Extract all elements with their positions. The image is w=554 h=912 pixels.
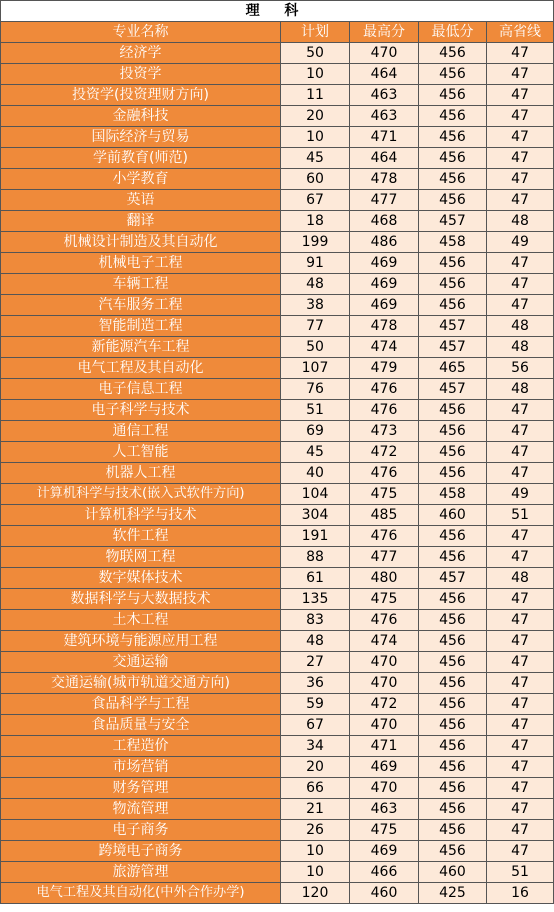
cell-max-score: 470	[350, 673, 419, 694]
cell-min-score: 456	[418, 589, 486, 610]
cell-min-score: 456	[418, 799, 486, 820]
cell-above-line: 47	[486, 190, 553, 211]
cell-min-score: 456	[418, 820, 486, 841]
table-row	[1, 127, 554, 148]
cell-plan: 66	[281, 778, 350, 799]
cell-max-score: 476	[350, 379, 419, 400]
cell-above-line: 47	[486, 106, 553, 127]
cell-major-name: 土木工程	[1, 610, 281, 631]
cell-min-score: 456	[418, 673, 486, 694]
table-row	[1, 862, 554, 883]
cell-min-score: 456	[418, 127, 486, 148]
cell-max-score: 475	[350, 484, 419, 505]
cell-plan: 40	[281, 463, 350, 484]
cell-max-score: 469	[350, 841, 419, 862]
cell-max-score: 472	[350, 442, 419, 463]
cell-min-score: 456	[418, 43, 486, 64]
cell-plan: 50	[281, 337, 350, 358]
cell-major-name: 工程造价	[1, 736, 281, 757]
cell-min-score: 458	[418, 232, 486, 253]
cell-max-score: 476	[350, 400, 419, 421]
cell-above-line: 47	[486, 757, 553, 778]
cell-min-score: 456	[418, 631, 486, 652]
table-row	[1, 148, 554, 169]
cell-plan: 88	[281, 547, 350, 568]
cell-plan: 50	[281, 43, 350, 64]
cell-above-line: 47	[486, 610, 553, 631]
cell-major-name: 电气工程及其自动化(中外合作办学)	[1, 883, 281, 904]
cell-max-score: 474	[350, 337, 419, 358]
cell-major-name: 经济学	[1, 43, 281, 64]
cell-major-name: 数据科学与大数据技术	[1, 589, 281, 610]
cell-max-score: 473	[350, 421, 419, 442]
cell-above-line: 47	[486, 715, 553, 736]
table-row	[1, 253, 554, 274]
cell-max-score: 472	[350, 694, 419, 715]
cell-max-score: 464	[350, 148, 419, 169]
cell-max-score: 463	[350, 799, 419, 820]
cell-min-score: 456	[418, 64, 486, 85]
table-row	[1, 631, 554, 652]
cell-plan: 18	[281, 211, 350, 232]
table-row	[1, 400, 554, 421]
header-major-name: 专业名称	[1, 22, 281, 43]
cell-plan: 10	[281, 127, 350, 148]
table-row	[1, 358, 554, 379]
cell-plan: 45	[281, 442, 350, 463]
cell-max-score: 478	[350, 169, 419, 190]
cell-major-name: 机器人工程	[1, 463, 281, 484]
header-min-score: 最低分	[418, 22, 486, 43]
table-row	[1, 64, 554, 85]
cell-above-line: 47	[486, 820, 553, 841]
cell-plan: 27	[281, 652, 350, 673]
cell-above-line: 16	[486, 883, 553, 904]
table-row	[1, 673, 554, 694]
cell-major-name: 汽车服务工程	[1, 295, 281, 316]
table-row	[1, 442, 554, 463]
cell-above-line: 48	[486, 316, 553, 337]
table-row	[1, 568, 554, 589]
cell-above-line: 51	[486, 862, 553, 883]
cell-major-name: 投资学	[1, 64, 281, 85]
cell-above-line: 48	[486, 379, 553, 400]
cell-major-name: 物流管理	[1, 799, 281, 820]
cell-min-score: 456	[418, 295, 486, 316]
cell-major-name: 小学教育	[1, 169, 281, 190]
cell-min-score: 456	[418, 148, 486, 169]
cell-max-score: 476	[350, 526, 419, 547]
cell-above-line: 47	[486, 778, 553, 799]
cell-plan: 199	[281, 232, 350, 253]
cell-major-name: 交通运输(城市轨道交通方向)	[1, 673, 281, 694]
table-row	[1, 841, 554, 862]
table-row	[1, 463, 554, 484]
cell-plan: 135	[281, 589, 350, 610]
cell-max-score: 485	[350, 505, 419, 526]
cell-major-name: 建筑环境与能源应用工程	[1, 631, 281, 652]
cell-above-line: 47	[486, 841, 553, 862]
cell-max-score: 469	[350, 253, 419, 274]
cell-above-line: 47	[486, 274, 553, 295]
table-row	[1, 421, 554, 442]
cell-max-score: 471	[350, 127, 419, 148]
table-row	[1, 169, 554, 190]
table-row	[1, 232, 554, 253]
cell-major-name: 旅游管理	[1, 862, 281, 883]
cell-above-line: 47	[486, 169, 553, 190]
cell-above-line: 47	[486, 589, 553, 610]
cell-plan: 38	[281, 295, 350, 316]
table-row	[1, 778, 554, 799]
cell-min-score: 456	[418, 421, 486, 442]
cell-min-score: 456	[418, 169, 486, 190]
table-row	[1, 715, 554, 736]
cell-min-score: 456	[418, 85, 486, 106]
cell-above-line: 47	[486, 148, 553, 169]
table-row	[1, 505, 554, 526]
cell-max-score: 463	[350, 85, 419, 106]
table-row	[1, 757, 554, 778]
cell-min-score: 456	[418, 106, 486, 127]
cell-max-score: 463	[350, 106, 419, 127]
cell-plan: 36	[281, 673, 350, 694]
cell-above-line: 49	[486, 232, 553, 253]
cell-major-name: 英语	[1, 190, 281, 211]
cell-above-line: 47	[486, 64, 553, 85]
cell-above-line: 48	[486, 337, 553, 358]
cell-above-line: 48	[486, 211, 553, 232]
cell-plan: 67	[281, 715, 350, 736]
cell-plan: 83	[281, 610, 350, 631]
table-row	[1, 106, 554, 127]
cell-plan: 34	[281, 736, 350, 757]
cell-plan: 61	[281, 568, 350, 589]
cell-above-line: 47	[486, 127, 553, 148]
table-row	[1, 610, 554, 631]
cell-above-line: 47	[486, 400, 553, 421]
cell-major-name: 交通运输	[1, 652, 281, 673]
cell-min-score: 456	[418, 526, 486, 547]
cell-max-score: 470	[350, 715, 419, 736]
cell-max-score: 464	[350, 64, 419, 85]
cell-above-line: 47	[486, 799, 553, 820]
cell-max-score: 476	[350, 463, 419, 484]
cell-above-line: 49	[486, 484, 553, 505]
cell-plan: 20	[281, 106, 350, 127]
cell-plan: 120	[281, 883, 350, 904]
table-row	[1, 190, 554, 211]
cell-max-score: 486	[350, 232, 419, 253]
cell-above-line: 47	[486, 736, 553, 757]
table-title-row	[1, 1, 554, 22]
cell-major-name: 计算机科学与技术(嵌入式软件方向)	[1, 484, 281, 505]
cell-major-name: 机械设计制造及其自动化	[1, 232, 281, 253]
cell-min-score: 456	[418, 547, 486, 568]
cell-major-name: 新能源汽车工程	[1, 337, 281, 358]
cell-min-score: 456	[418, 841, 486, 862]
cell-plan: 304	[281, 505, 350, 526]
cell-min-score: 460	[418, 862, 486, 883]
cell-min-score: 456	[418, 736, 486, 757]
cell-max-score: 475	[350, 589, 419, 610]
cell-plan: 91	[281, 253, 350, 274]
cell-max-score: 469	[350, 295, 419, 316]
table-row	[1, 694, 554, 715]
cell-above-line: 56	[486, 358, 553, 379]
cell-plan: 51	[281, 400, 350, 421]
cell-max-score: 471	[350, 736, 419, 757]
cell-plan: 191	[281, 526, 350, 547]
cell-min-score: 456	[418, 190, 486, 211]
cell-plan: 107	[281, 358, 350, 379]
header-max-score: 最高分	[350, 22, 419, 43]
cell-major-name: 电子科学与技术	[1, 400, 281, 421]
cell-major-name: 电气工程及其自动化	[1, 358, 281, 379]
cell-min-score: 456	[418, 442, 486, 463]
cell-above-line: 47	[486, 547, 553, 568]
cell-plan: 77	[281, 316, 350, 337]
table-row	[1, 883, 554, 904]
cell-min-score: 456	[418, 715, 486, 736]
cell-above-line: 47	[486, 463, 553, 484]
cell-plan: 48	[281, 631, 350, 652]
cell-major-name: 人工智能	[1, 442, 281, 463]
table-title: 理 科	[1, 1, 554, 22]
cell-major-name: 学前教育(师范)	[1, 148, 281, 169]
cell-max-score: 468	[350, 211, 419, 232]
cell-plan: 10	[281, 841, 350, 862]
cell-plan: 11	[281, 85, 350, 106]
cell-above-line: 51	[486, 505, 553, 526]
cell-major-name: 食品质量与安全	[1, 715, 281, 736]
header-plan: 计划	[281, 22, 350, 43]
cell-plan: 76	[281, 379, 350, 400]
cell-max-score: 476	[350, 610, 419, 631]
cell-max-score: 470	[350, 778, 419, 799]
cell-major-name: 机械电子工程	[1, 253, 281, 274]
table-row	[1, 295, 554, 316]
cell-above-line: 47	[486, 295, 553, 316]
cell-min-score: 457	[418, 211, 486, 232]
cell-plan: 21	[281, 799, 350, 820]
cell-major-name: 跨境电子商务	[1, 841, 281, 862]
cell-above-line: 47	[486, 673, 553, 694]
cell-max-score: 466	[350, 862, 419, 883]
cell-min-score: 456	[418, 400, 486, 421]
cell-plan: 60	[281, 169, 350, 190]
cell-min-score: 425	[418, 883, 486, 904]
table-row	[1, 526, 554, 547]
cell-major-name: 市场营销	[1, 757, 281, 778]
header-above-line: 高省线	[486, 22, 553, 43]
table-row	[1, 85, 554, 106]
cell-max-score: 480	[350, 568, 419, 589]
cell-major-name: 国际经济与贸易	[1, 127, 281, 148]
cell-above-line: 47	[486, 421, 553, 442]
cell-min-score: 456	[418, 694, 486, 715]
cell-min-score: 457	[418, 316, 486, 337]
cell-max-score: 474	[350, 631, 419, 652]
header-row	[1, 22, 554, 43]
cell-major-name: 电子商务	[1, 820, 281, 841]
table-row	[1, 484, 554, 505]
table-row	[1, 820, 554, 841]
table-row	[1, 736, 554, 757]
cell-min-score: 458	[418, 484, 486, 505]
cell-above-line: 47	[486, 253, 553, 274]
cell-above-line: 48	[486, 568, 553, 589]
table-row	[1, 547, 554, 568]
table-row	[1, 43, 554, 64]
table-row	[1, 211, 554, 232]
cell-plan: 48	[281, 274, 350, 295]
cell-min-score: 456	[418, 652, 486, 673]
cell-plan: 59	[281, 694, 350, 715]
cell-min-score: 456	[418, 757, 486, 778]
cell-major-name: 车辆工程	[1, 274, 281, 295]
cell-above-line: 47	[486, 442, 553, 463]
table-row	[1, 652, 554, 673]
cell-min-score: 456	[418, 463, 486, 484]
cell-min-score: 456	[418, 610, 486, 631]
cell-plan: 67	[281, 190, 350, 211]
cell-major-name: 智能制造工程	[1, 316, 281, 337]
cell-major-name: 软件工程	[1, 526, 281, 547]
table-row	[1, 379, 554, 400]
cell-plan: 20	[281, 757, 350, 778]
cell-major-name: 金融科技	[1, 106, 281, 127]
table-row	[1, 589, 554, 610]
cell-max-score: 460	[350, 883, 419, 904]
cell-min-score: 457	[418, 568, 486, 589]
cell-max-score: 475	[350, 820, 419, 841]
cell-max-score: 478	[350, 316, 419, 337]
cell-above-line: 47	[486, 694, 553, 715]
cell-max-score: 469	[350, 757, 419, 778]
cell-major-name: 财务管理	[1, 778, 281, 799]
cell-plan: 10	[281, 862, 350, 883]
cell-major-name: 投资学(投资理财方向)	[1, 85, 281, 106]
cell-min-score: 457	[418, 379, 486, 400]
cell-plan: 45	[281, 148, 350, 169]
table-row	[1, 799, 554, 820]
cell-plan: 26	[281, 820, 350, 841]
table-row	[1, 337, 554, 358]
cell-major-name: 翻译	[1, 211, 281, 232]
cell-plan: 104	[281, 484, 350, 505]
cell-max-score: 477	[350, 190, 419, 211]
cell-above-line: 47	[486, 43, 553, 64]
cell-max-score: 469	[350, 274, 419, 295]
cell-major-name: 电子信息工程	[1, 379, 281, 400]
cell-max-score: 470	[350, 652, 419, 673]
cell-above-line: 47	[486, 85, 553, 106]
cell-max-score: 477	[350, 547, 419, 568]
cell-major-name: 食品科学与工程	[1, 694, 281, 715]
table-row	[1, 316, 554, 337]
cell-major-name: 数字媒体技术	[1, 568, 281, 589]
cell-min-score: 465	[418, 358, 486, 379]
table-row	[1, 274, 554, 295]
cell-major-name: 计算机科学与技术	[1, 505, 281, 526]
cell-above-line: 47	[486, 631, 553, 652]
cell-min-score: 456	[418, 274, 486, 295]
cell-plan: 10	[281, 64, 350, 85]
cell-min-score: 460	[418, 505, 486, 526]
cell-major-name: 通信工程	[1, 421, 281, 442]
cell-major-name: 物联网工程	[1, 547, 281, 568]
cell-max-score: 479	[350, 358, 419, 379]
cell-above-line: 47	[486, 652, 553, 673]
cell-max-score: 470	[350, 43, 419, 64]
cell-min-score: 456	[418, 778, 486, 799]
cell-above-line: 47	[486, 526, 553, 547]
cell-plan: 69	[281, 421, 350, 442]
cell-min-score: 457	[418, 337, 486, 358]
cell-min-score: 456	[418, 253, 486, 274]
